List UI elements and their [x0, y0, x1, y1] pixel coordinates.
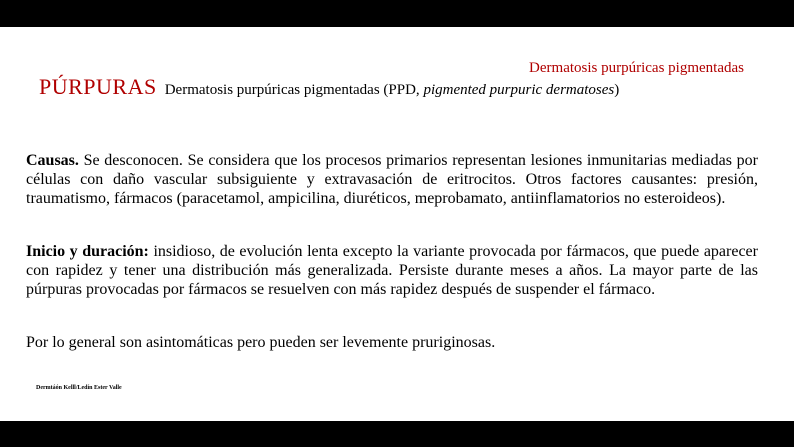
inicio-label: Inicio y duración:	[26, 243, 149, 260]
subheading-italic: pigmented purpuric dermatoses	[423, 82, 615, 98]
causas-label: Causas.	[26, 152, 79, 169]
slide-subheading	[165, 82, 620, 98]
slide	[0, 27, 794, 421]
heading-row	[39, 74, 619, 100]
slide-top-title: Dermatosis purpúricas pigmentadas	[529, 60, 744, 76]
causas-text: Se desconocen. Se considera que los procesos primarios representan lesiones inmunitarias mediadas por células con daño vascular subsiguiente y extravasación de eritrocitos. Otros factores causantes: presión, traumatismo, fármacos (paracetamol, ampicilina, diuréticos, meprobamato, antiinflamatorios no esteroideos).	[26, 152, 758, 207]
subheading-end: )	[614, 82, 620, 98]
subheading-main: Dermatosis purpúricas pigmentadas (PPD,	[164, 82, 424, 98]
inicio-text: insidioso, de evolución lenta excepto la variante provocada por fármacos, que puede aparecer con rapidez y tener una distribución más generalizada. Persiste durante meses a años. La mayor parte de las púrpuras provocadas por fármacos se resuelven con más rapidez después de suspender el fármaco.	[26, 243, 758, 298]
causas-paragraph	[26, 151, 758, 208]
inicio-paragraph	[26, 242, 758, 299]
footer-credit: Dermtáón Kelll/Ledín Ester Valle	[36, 385, 122, 391]
slide-heading: PÚRPURAS	[39, 74, 157, 99]
general-paragraph: Por lo general son asintomáticas pero pueden ser levemente pruriginosas.	[26, 334, 496, 351]
